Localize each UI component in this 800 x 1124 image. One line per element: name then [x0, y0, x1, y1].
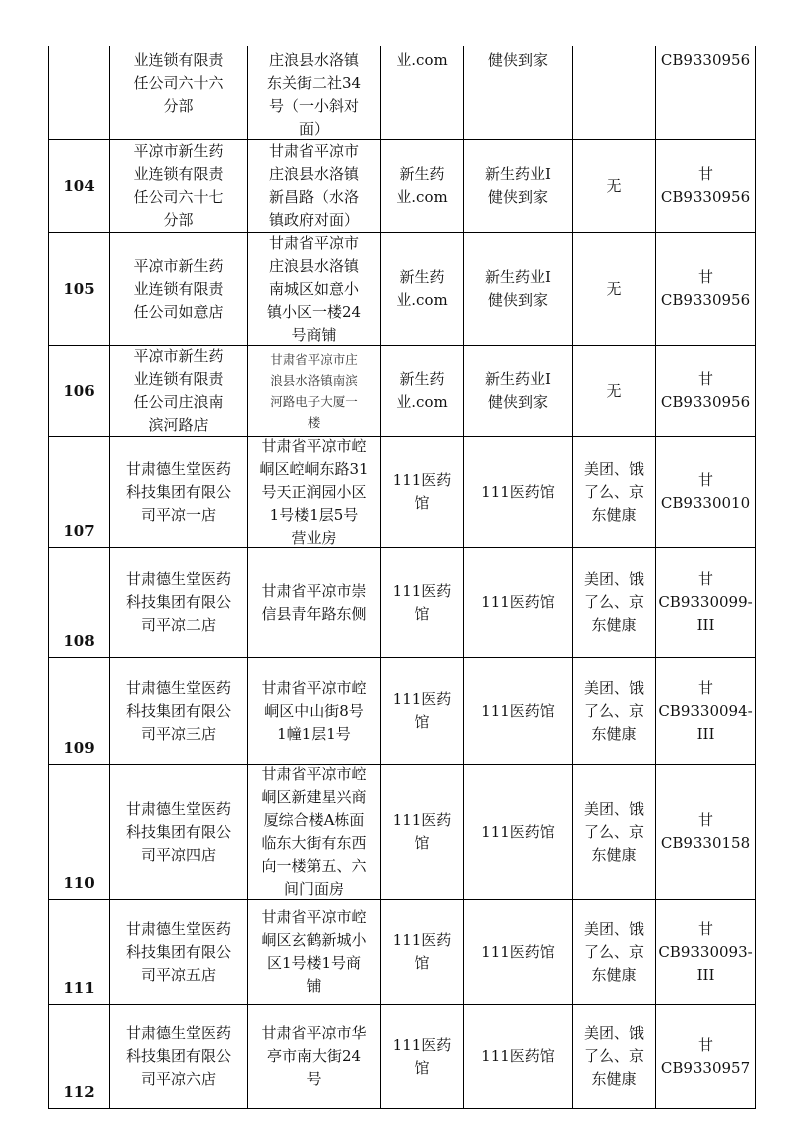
online-platform: 111医药 馆	[392, 471, 452, 512]
column-divider	[755, 899, 756, 1005]
store-address: 甘肃省平凉市崆 峒区崆峒东路31 号天正润园小区 1号楼1层5号 营业房	[259, 436, 369, 547]
column-divider	[755, 764, 756, 900]
row-number: 109	[63, 739, 95, 757]
license-number: 甘 CB9330093- III	[658, 919, 753, 984]
license-number: 甘 CB9330094- III	[658, 678, 753, 743]
store-address: 甘肃省平凉市 庄浪县水洛镇 新昌路（水洛 镇政府对面）	[268, 142, 359, 229]
company-name: 甘肃德生堂医药 科技集团有限公 司平凉六店	[125, 1024, 231, 1088]
license-number: 甘 CB9330956	[660, 268, 751, 309]
company-name: 平凉市新生药 业连锁有限责 任公司庄浪南 滨河路店	[133, 347, 224, 434]
online-platform: 新生药 业.com	[396, 370, 448, 411]
delivery-platform: 无	[606, 279, 622, 298]
store-name: 111医药馆	[481, 593, 555, 611]
row-number: 108	[63, 632, 95, 650]
license-number: 甘 CB9330956	[660, 370, 751, 411]
license-number: 甘 CB9330010	[660, 471, 751, 512]
store-address: 庄浪县水洛镇 东关街二社34 号（一小斜对 面）	[266, 51, 362, 138]
company-name: 业连锁有限责 任公司六十六 分部	[133, 51, 224, 115]
store-name: 111医药馆	[481, 822, 555, 841]
column-divider	[755, 345, 756, 437]
delivery-platform: 美团、饿 了么、京 东健康	[583, 1024, 644, 1088]
store-address: 甘肃省平凉市崇 信县青年路东侧	[261, 581, 367, 623]
license-number: 甘 CB9330957	[660, 1035, 751, 1077]
delivery-platform: 美团、饿 了么、京 东健康	[583, 799, 644, 864]
row-number: 111	[63, 979, 95, 997]
row-number: 112	[63, 1083, 95, 1101]
store-name: 新生药业I 健侠到家	[485, 370, 551, 411]
online-platform: 111医药 馆	[392, 811, 452, 852]
store-name: 健侠到家	[487, 51, 548, 69]
column-divider	[755, 46, 756, 140]
store-name: 新生药业I 健侠到家	[485, 165, 551, 206]
column-divider	[755, 547, 756, 658]
column-divider	[755, 232, 756, 346]
company-name: 平凉市新生药 业连锁有限责 任公司如意店	[133, 256, 224, 321]
license-number: 甘 CB9330956	[660, 165, 751, 206]
column-divider	[755, 657, 756, 765]
delivery-platform: 美团、饿 了么、京 东健康	[583, 678, 644, 743]
delivery-platform	[573, 47, 655, 139]
column-divider	[755, 1004, 756, 1109]
company-name: 甘肃德生堂医药 科技集团有限公 司平凉五店	[125, 919, 231, 984]
store-address: 甘肃省平凉市华 亭市南大街24 号	[261, 1024, 367, 1088]
store-name: 新生药业I 健侠到家	[485, 268, 551, 309]
row-number: 107	[63, 522, 95, 540]
delivery-platform: 美团、饿 了么、京 东健康	[583, 919, 644, 984]
delivery-platform: 美团、饿 了么、京 东健康	[583, 459, 644, 524]
store-name: 111医药馆	[481, 942, 555, 961]
company-name: 平凉市新生药 业连锁有限责 任公司六十七 分部	[133, 142, 224, 229]
online-platform: 业.com	[396, 51, 448, 69]
row-number	[49, 47, 109, 139]
delivery-platform: 美团、饿 了么、京 东健康	[583, 570, 644, 634]
store-address: 甘肃省平凉市崆 峒区中山街8号 1幢1层1号	[261, 678, 367, 743]
company-name: 甘肃德生堂医药 科技集团有限公 司平凉四店	[125, 799, 231, 864]
column-divider	[755, 436, 756, 548]
license-number: 甘 CB9330158	[660, 811, 751, 852]
store-address: 甘肃省平凉市庄 浪县水洛镇南滨 河路电子大厦一 楼	[270, 352, 358, 430]
delivery-platform: 无	[606, 176, 622, 195]
store-address: 甘肃省平凉市 庄浪县水洛镇 南城区如意小 镇小区一楼24 号商铺	[266, 233, 362, 344]
company-name: 甘肃德生堂医药 科技集团有限公 司平凉一店	[125, 459, 231, 524]
online-platform: 111医药 馆	[392, 581, 452, 623]
company-name: 甘肃德生堂医药 科技集团有限公 司平凉二店	[125, 570, 231, 634]
row-number: 110	[63, 874, 95, 892]
online-platform: 111医药 馆	[392, 690, 452, 731]
online-platform: 111医药 馆	[392, 1035, 452, 1077]
company-name: 甘肃德生堂医药 科技集团有限公 司平凉三店	[125, 678, 231, 743]
column-divider	[755, 139, 756, 233]
store-address: 甘肃省平凉市崆 峒区玄鹤新城小 区1号楼1号商 铺	[261, 908, 367, 995]
online-platform: 新生药 业.com	[396, 268, 448, 309]
store-name: 111医药馆	[481, 1047, 555, 1065]
row-number: 104	[63, 176, 95, 195]
license-number: 甘 CB9330099- III	[658, 570, 753, 634]
online-platform: 111医药 馆	[392, 931, 452, 972]
delivery-platform: 无	[606, 381, 622, 400]
row-divider	[48, 1108, 755, 1109]
license-number: CB9330956	[660, 51, 751, 69]
row-number: 106	[63, 381, 95, 400]
store-address: 甘肃省平凉市崆 峒区新建星兴商 厦综合楼A栋面 临东大街有东西 向一楼第五、六 间门面房	[261, 765, 367, 898]
store-name: 111医药馆	[481, 701, 555, 720]
store-name: 111医药馆	[481, 482, 555, 501]
online-platform: 新生药 业.com	[396, 165, 448, 206]
row-number: 105	[63, 279, 95, 298]
